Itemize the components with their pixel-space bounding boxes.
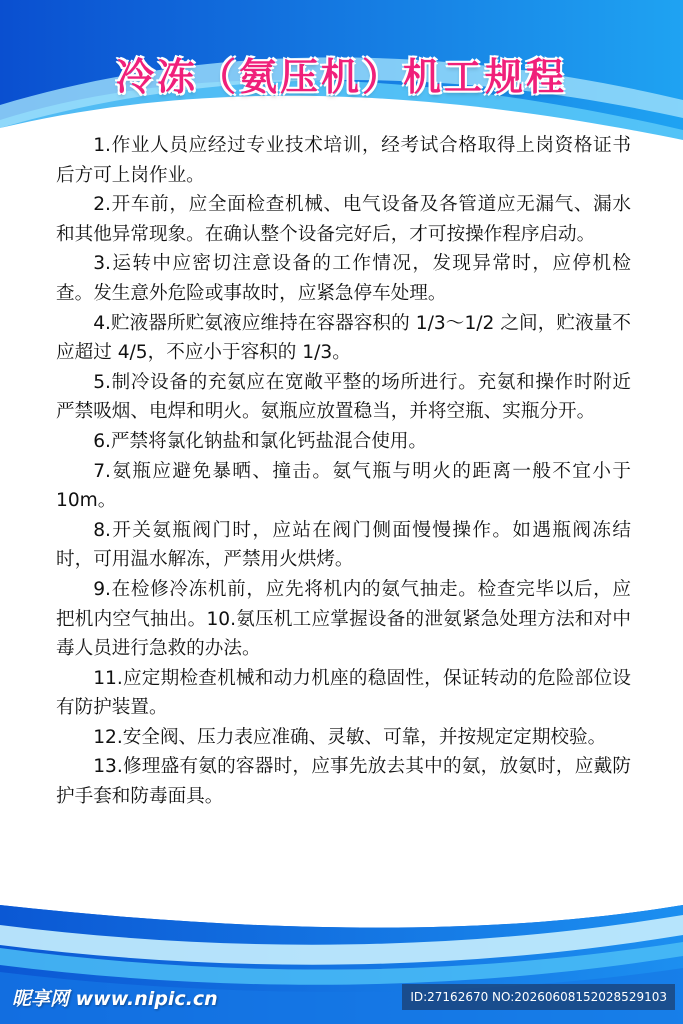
page-title: 冷冻（氨压机）机工规程 — [115, 55, 567, 99]
rule-item: 7.氨瓶应避免暴晒、撞击。氨气瓶与明火的距离一般不宜小于 10m。 — [56, 460, 631, 512]
rule-item: 1.作业人员应经过专业技术培训，经考试合格取得上岗资格证书后方可上岗作业。 — [56, 135, 631, 186]
rule-item: 2.开车前，应全面检查机械、电气设备及各管道应无漏气、漏水和其他异常现象。在确认整个设备完好后，才可按操作程序启动。 — [56, 194, 631, 245]
rule-item: 12.安全阀、压力表应准确、灵敏、可靠，并按规定定期校验。 — [93, 726, 607, 748]
rule-item: 5.制冷设备的充氨应在宽敞平整的场所进行。充氨和操作时附近严禁吸烟、电焊和明火。氨瓶应放置稳当，并将空瓶、实瓶分开。 — [56, 371, 631, 423]
rule-item: 6.严禁将氯化钠盐和氯化钙盐混合使用。 — [93, 430, 428, 452]
rule-item: 4.贮液器所贮氨液应维持在容器容积的 1/3～1/2 之间，贮液量不应超过 4/5，不应小于容积的 1/3。 — [56, 312, 631, 364]
watermark-logo: 昵享网 www.nipic.cn — [12, 988, 218, 1010]
rule-item: 11.应定期检查机械和动力机座的稳固性，保证转动的危险部位设有防护装置。 — [56, 667, 631, 719]
rule-item: 8.开关氨瓶阀门时，应站在阀门侧面慢慢操作。如遇瓶阀冻结时，可用温水解冻，严禁用火烘烤。 — [56, 519, 631, 571]
rules-list — [56, 131, 631, 812]
watermark-id: ID:27162670 NO:20260608152028529103 — [402, 984, 675, 1010]
rule-item: 3.运转中应密切注意设备的工作情况，发现异常时，应停机检查。发生意外危险或事故时，应紧急停车处理。 — [56, 253, 631, 304]
rule-item: 9.在检修冷冻机前，应先将机内的氨气抽走。检查完毕以后，应把机内空气抽出。10.氨压机工应掌握设备的泄氨紧急处理方法和对中毒人员进行急救的办法。 — [56, 578, 631, 660]
rule-item: 13.修理盛有氨的容器时，应事先放去其中的氨，放氨时，应戴防护手套和防毒面具。 — [56, 756, 631, 808]
